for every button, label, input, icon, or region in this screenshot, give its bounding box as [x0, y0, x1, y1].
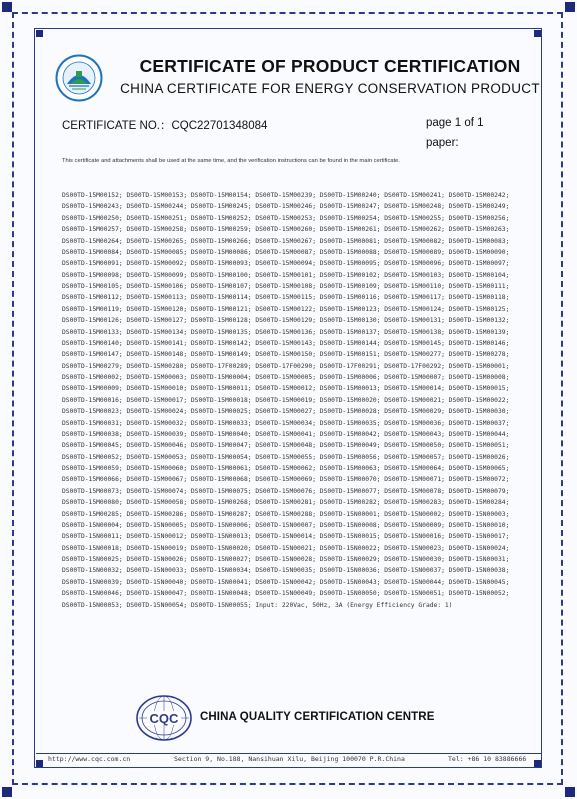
model-list-row: DS00TD-15M00112; DS00TD-15M00113; DS00TD-15M00114; DS00TD-15M00115; DS00TD-15M00116; DS00TD-15M00117; DS00TD-15M00118;	[62, 294, 510, 302]
footer-address: Section 9, No.188, Nansihuan Xilu, Beijing 100070 P.R.China	[174, 755, 405, 763]
cqc-logo-icon	[135, 694, 193, 742]
model-list-row: DS00TD-15N00018; DS00TD-15N00019; DS00TD-15N00020; DS00TD-15N00021; DS00TD-15N00022; DS00TD-15N00023; DS00TD-15N00024;	[62, 544, 510, 552]
corner-ornament	[565, 787, 575, 797]
model-list-row: DS00TD-15M00084; DS00TD-15M00085; DS00TD-15M00086; DS00TD-15M00087; DS00TD-15M00088; DS00TD-15M00089; DS00TD-15M00090;	[62, 248, 510, 256]
model-list-row: DS00TD-15M00243; DS00TD-15M00244; DS00TD-15M00245; DS00TD-15M00246; DS00TD-15M00247; DS00TD-15M00248; DS00TD-15M00249;	[62, 203, 510, 211]
certificate-number-line	[62, 117, 267, 133]
model-list-row: DS00TD-15M00285; DS00TD-15M00286; DS00TD-15M00287; DS00TD-15M00288; DS00TD-15N00001; DS00TD-15N00002; DS00TD-15N00003;	[62, 510, 510, 518]
model-list-row: DS00TD-15M00147; DS00TD-15M00148; DS00TD-15M00149; DS00TD-15M00150; DS00TD-15M00151; DS00TD-15M00277; DS00TD-15M00278;	[62, 351, 510, 359]
usage-notice: This certificate and attachments shall be used at the same time, and the verification instructions can be found in the main certificate.	[62, 158, 401, 164]
certificate-number-label: CERTIFICATE NO.：	[62, 120, 172, 132]
model-list-row: DS00TD-15M00140; DS00TD-15M00141; DS00TD-15M00142; DS00TD-15M00143; DS00TD-15M00144; DS00TD-15M00145; DS00TD-15M00146;	[62, 339, 510, 347]
model-list-row: DS00TD-15M00002; DS00TD-15M00003; DS00TD-15M00004; DS00TD-15M00005; DS00TD-15M00006; DS00TD-15M00007; DS00TD-15M00008;	[62, 374, 510, 381]
model-list-row: DS00TD-15M00098; DS00TD-15M00099; DS00TD-15M00100; DS00TD-15M00101; DS00TD-15M00102; DS00TD-15M00103; DS00TD-15M00104;	[62, 271, 510, 279]
model-list-row: DS00TD-15M00257; DS00TD-15M00258; DS00TD-15M00259; DS00TD-15M00260; DS00TD-15M00261; DS00TD-15M00262; DS00TD-15M00263;	[62, 226, 510, 234]
issuer-name: CHINA QUALITY CERTIFICATION CENTRE	[200, 711, 435, 723]
model-list-row: DS00TD-15M00126; DS00TD-15M00127; DS00TD-15M00128; DS00TD-15M00129; DS00TD-15M00130; DS00TD-15M00131; DS00TD-15M00132;	[62, 317, 510, 325]
model-list-row: DS00TD-15M00105; DS00TD-15M00106; DS00TD-15M00107; DS00TD-15M00108; DS00TD-15M00109; DS00TD-15M00110; DS00TD-15M00111;	[62, 283, 510, 290]
model-list-row: DS00TD-15M00250; DS00TD-15M00251; DS00TD-15M00252; DS00TD-15M00253; DS00TD-15M00254; DS00TD-15M00255; DS00TD-15M00256;	[62, 214, 510, 222]
certificate-number-value: CQC22701348084	[171, 120, 268, 132]
corner-ornament	[534, 760, 541, 767]
model-list-row: DS00TD-15N00025; DS00TD-15N00026; DS00TD-15N00027; DS00TD-15N00028; DS00TD-15N00029; DS00TD-15N00030; DS00TD-15N00031;	[62, 556, 510, 563]
model-list-row: DS00TD-15N00011; DS00TD-15N00012; DS00TD-15N00013; DS00TD-15N00014; DS00TD-15N00015; DS00TD-15N00016; DS00TD-15N00017;	[62, 533, 510, 541]
page-title: CERTIFICATE OF PRODUCT CERTIFICATION	[139, 56, 521, 76]
paper-label: paper:	[426, 137, 459, 149]
corner-ornament	[2, 2, 12, 12]
model-list-row: DS00TD-15M00052; DS00TD-15M00053; DS00TD-15M00054; DS00TD-15M00055; DS00TD-15M00056; DS00TD-15M00057; DS00TD-15M00026;	[62, 453, 510, 461]
model-list-row: DS00TD-15M00009; DS00TD-15M00010; DS00TD-15M00011; DS00TD-15M00012; DS00TD-15M00013; DS00TD-15M00014; DS00TD-15M00015;	[62, 385, 510, 393]
model-list-row: DS00TD-15N00039; DS00TD-15N00040; DS00TD-15N00041; DS00TD-15N00042; DS00TD-15N00043; DS00TD-15N00044; DS00TD-15N00045;	[62, 578, 510, 586]
model-list-row: DS00TD-15N00032; DS00TD-15N00033; DS00TD-15N00034; DS00TD-15N00035; DS00TD-15N00036; DS00TD-15N00037; DS00TD-15N00038;	[62, 567, 510, 575]
model-list-row: DS00TD-15N00046; DS00TD-15N00047; DS00TD-15N00048; DS00TD-15N00049; DS00TD-15N00050; DS00TD-15N00051; DS00TD-15N00052;	[62, 590, 510, 598]
model-list-row: DS00TD-15M00080; DS00TD-15M00058; DS00TD-15M00268; DS00TD-15M00281; DS00TD-15M00282; DS00TD-15M00283; DS00TD-15M00284;	[62, 499, 510, 507]
model-list-row: DS00TD-15M00016; DS00TD-15M00017; DS00TD-15M00018; DS00TD-15M00019; DS00TD-15M00020; DS00TD-15M00021; DS00TD-15M00022;	[62, 396, 510, 404]
corner-ornament	[2, 787, 12, 797]
model-list-row: DS00TD-15M00152; DS00TD-15M00153; DS00TD-15M00154; DS00TD-15M00239; DS00TD-15M00240; DS00TD-15M00241; DS00TD-15M00242;	[62, 192, 510, 199]
footer-website: http://www.cqc.com.cn	[48, 755, 131, 763]
model-list-row: DS00TD-15M00038; DS00TD-15M00039; DS00TD-15M00040; DS00TD-15M00041; DS00TD-15M00042; DS00TD-15M00043; DS00TD-15M00044;	[62, 430, 510, 438]
cqc-logo-text: CQC	[149, 711, 179, 726]
model-list-row: DS00TD-15M00264; DS00TD-15M00265; DS00TD-15M00266; DS00TD-15M00267; DS00TD-15M00081; DS00TD-15M00082; DS00TD-15M00083;	[62, 237, 510, 245]
corner-ornament	[36, 760, 43, 767]
energy-conservation-seal-icon	[55, 54, 103, 102]
model-list	[62, 190, 532, 611]
model-list-row: DS00TD-15M00133; DS00TD-15M00134; DS00TD-15M00135; DS00TD-15M00136; DS00TD-15M00137; DS00TD-15M00138; DS00TD-15M00139;	[62, 328, 510, 336]
model-list-row: DS00TD-15M00073; DS00TD-15M00074; DS00TD-15M00075; DS00TD-15M00076; DS00TD-15M00077; DS00TD-15M00078; DS00TD-15M00079;	[62, 487, 510, 495]
model-list-row: DS00TD-15M00091; DS00TD-15M00092; DS00TD-15M00093; DS00TD-15M00094; DS00TD-15M00095; DS00TD-15M00096; DS00TD-15M00097;	[62, 260, 510, 268]
model-list-row: DS00TD-15M00045; DS00TD-15M00046; DS00TD-15M00047; DS00TD-15M00048; DS00TD-15M00049; DS00TD-15M00050; DS00TD-15M00051;	[62, 442, 510, 450]
corner-ornament	[565, 2, 575, 12]
footer-phone: Tel: +86 10 83886666	[448, 755, 527, 763]
model-list-row: DS00TD-15N00004; DS00TD-15N00005; DS00TD-15N00006; DS00TD-15N00007; DS00TD-15N00008; DS00TD-15N00009; DS00TD-15N00010;	[62, 521, 510, 529]
corner-ornament	[36, 30, 43, 37]
model-list-row: DS00TD-15M00066; DS00TD-15M00067; DS00TD-15M00068; DS00TD-15M00069; DS00TD-15M00070; DS00TD-15M00071; DS00TD-15M00072;	[62, 476, 510, 484]
corner-ornament	[534, 30, 541, 37]
footer-divider	[36, 753, 542, 754]
model-list-row: DS00TD-15M00059; DS00TD-15M00060; DS00TD-15M00061; DS00TD-15M00062; DS00TD-15M00063; DS00TD-15M00064; DS00TD-15M00065;	[62, 465, 510, 472]
model-list-row: DS00TD-15N00053; DS00TD-15N00054; DS00TD-15N00055; Input: 220Vac, 50Hz, 3A (Energy Efficiency Grade: 1)	[62, 601, 453, 609]
page-subtitle: CHINA CERTIFICATE FOR ENERGY CONSERVATION PRODUCT	[120, 81, 540, 96]
page-indicator: page 1 of 1	[426, 117, 484, 129]
model-list-row: DS00TD-15M00031; DS00TD-15M00032; DS00TD-15M00033; DS00TD-15M00034; DS00TD-15M00035; DS00TD-15M00036; DS00TD-15M00037;	[62, 419, 510, 427]
model-list-row: DS00TD-15M00119; DS00TD-15M00120; DS00TD-15M00121; DS00TD-15M00122; DS00TD-15M00123; DS00TD-15M00124; DS00TD-15M00125;	[62, 305, 510, 313]
model-list-row: DS00TD-15M00279; DS00TD-15M00280; DS00TD-17F00289; DS00TD-17F00290; DS00TD-17F00291; DS00TD-17F00292; DS00TD-15M00001;	[62, 362, 510, 370]
model-list-row: DS00TD-15M00023; DS00TD-15M00024; DS00TD-15M00025; DS00TD-15M00027; DS00TD-15M00028; DS00TD-15M00029; DS00TD-15M00030;	[62, 408, 510, 416]
